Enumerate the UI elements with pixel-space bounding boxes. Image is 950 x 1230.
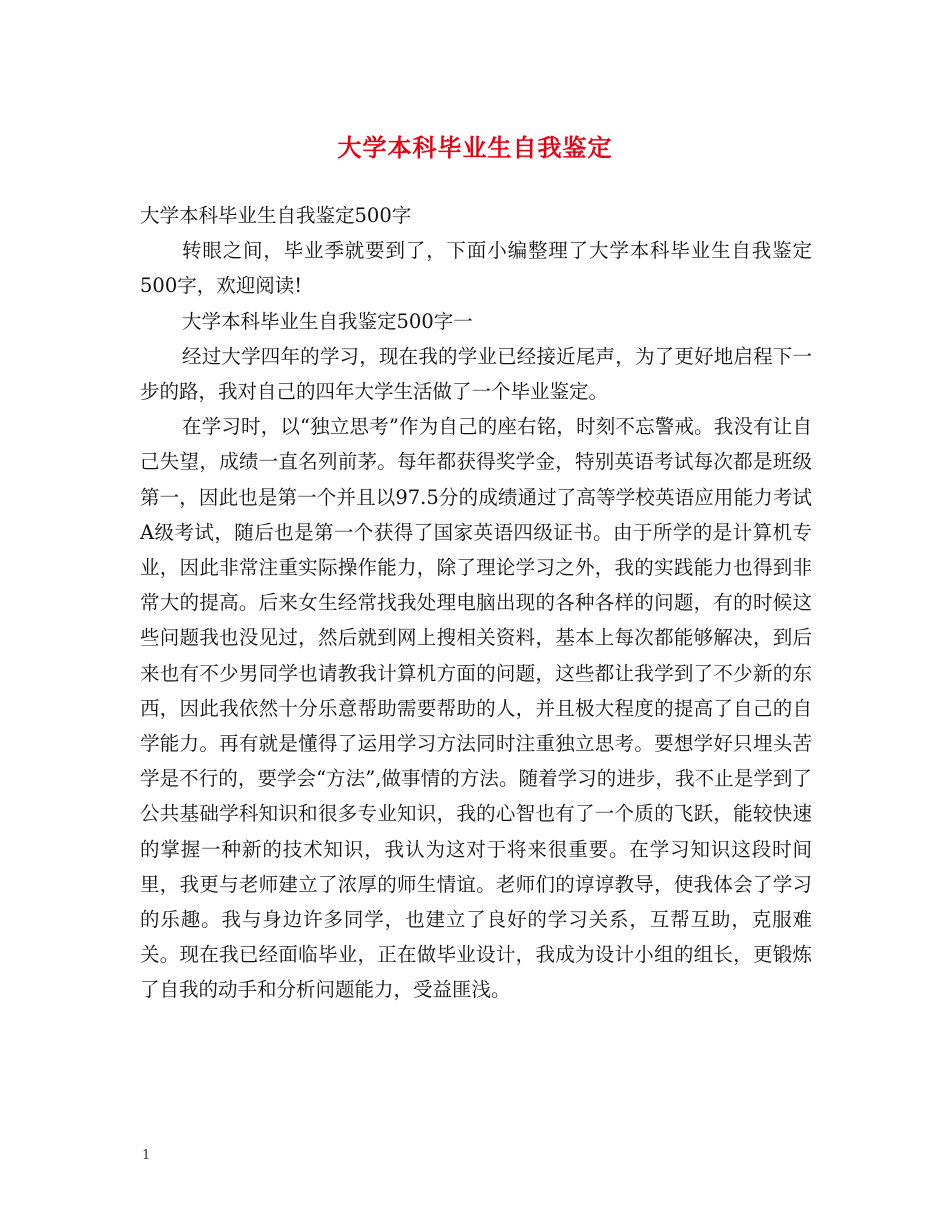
page-number: 1 bbox=[142, 1148, 151, 1163]
paragraph-study: 在学习时，以“独立思考”作为自己的座右铭，时刻不忘警戒。我没有让自己失望，成绩一直名列前茅。每年都获得奖学金，特别英语考试每次都是班级第一，因此也是第一个并且以97.5分的成绩通过了高等学校英语应用能力考试A级考试，随后也是第一个获得了国家英语四级证书。由于所学的是计算机专业，因此非常注重实际操作能力，除了理论学习之外，我的实践能力也得到非常大的提高。后来女生经常找我处理电脑出现的各种各样的问题，有的时候这些问题我也没见过，然后就到网上搜相关资料，基本上每次都能够解决，到后来也有不少男同学也请教我计算机方面的问题，这些都让我学到了不少新的东西，因此我依然十分乐意帮助需要帮助的人，并且极大程度的提高了自己的自学能力。再有就是懂得了运用学习方法同时注重独立思考。要想学好只埋头苦学是不行的，要学会“方法”,做事情的方法。随着学习的进步，我不止是学到了公共基础学科知识和很多专业知识，我的心智也有了一个质的飞跃，能较快速的掌握一种新的技术知识，我认为这对于将来很重要。在学习知识这段时间里，我更与老师建立了浓厚的师生情谊。老师们的谆谆教导，使我体会了学习的乐趣。我与身边许多同学，也建立了良好的学习关系，互帮互助，克服难关。现在我已经面临毕业，正在做毕业设计，我成为设计小组的组长，更锻炼了自我的动手和分析问题能力，受益匪浅。 bbox=[140, 415, 812, 1002]
paragraph-intro: 转眼之间，毕业季就要到了，下面小编整理了大学本科毕业生自我鉴定500字，欢迎阅读! bbox=[140, 239, 812, 298]
document-title: 大学本科毕业生自我鉴定 bbox=[337, 134, 613, 162]
paragraph-opening: 经过大学四年的学习，现在我的学业已经接近尾声，为了更好地启程下一步的路，我对自己的四年大学生活做了一个毕业鉴定。 bbox=[140, 344, 812, 404]
paragraph-section-heading: 大学本科毕业生自我鉴定500字一 bbox=[182, 309, 473, 333]
document-body bbox=[140, 198, 812, 1008]
paragraph-subtitle: 大学本科毕业生自我鉴定500字 bbox=[140, 204, 412, 227]
